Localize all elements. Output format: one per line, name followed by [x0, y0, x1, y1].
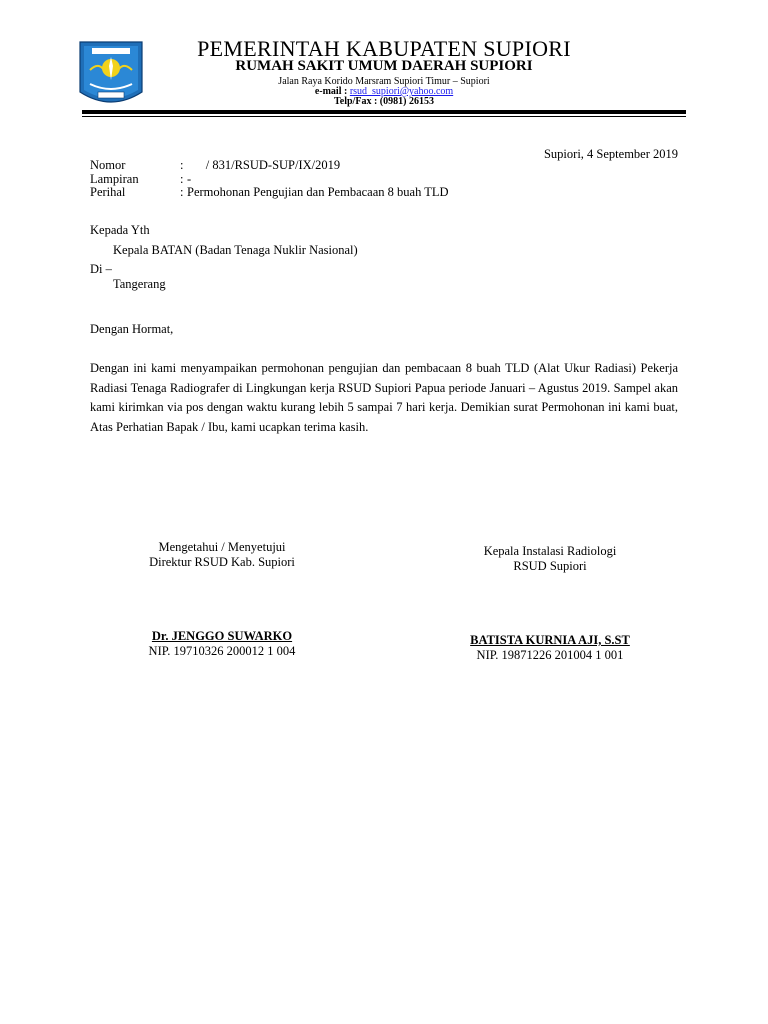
letter-body: Dengan ini kami menyampaikan permohonan pengujian dan pembacaan 8 buah TLD (Alat Ukur Radiasi) Pekerja Radiasi Tenaga Radiografer di Lingkungan kerja RSUD Supiori Papua periode Januari – Agustus 2019. Sampel akan kami kirimkan via pos dengan waktu kurang lebih 5 sampai 7 hari kerja. Demikian surat Permohonan ini kami buat, Atas Perhatian Bapak / Ibu, kami ucapkan terima kasih. [90, 361, 678, 434]
letterhead-government: PEMERINTAH KABUPATEN SUPIORI [197, 36, 571, 61]
meta-colon: : [180, 185, 184, 199]
recipient-to: Kepada Yth [90, 223, 150, 237]
signature-right-nip: NIP. 19871226 201004 1 001 [476, 648, 624, 662]
greeting: Dengan Hormat, [90, 322, 174, 336]
meta-value: / 831/RSUD-SUP/IX/2019 [187, 158, 341, 172]
signature-left-block [112, 629, 332, 659]
recipient-name: Kepala BATAN (Badan Tenaga Nuklir Nasional) [113, 243, 358, 257]
letter-date: Supiori, 4 September 2019 [543, 147, 678, 161]
signature-left-name: Dr. JENGGO SUWARKO [151, 629, 293, 643]
email-link[interactable]: rsud_supiori@yahoo.com [349, 86, 454, 97]
signature-right-line1: Kepala Instalasi Radiologi [483, 544, 617, 558]
signature-left-nip: NIP. 19710326 200012 1 004 [148, 644, 296, 658]
meta-value: Permohonan Pengujian dan Pembacaan 8 buah TLD [187, 185, 449, 199]
signature-right-name: BATISTA KURNIA AJI, S.ST [470, 633, 630, 647]
letterhead-address: Jalan Raya Korido Marsram Supiori Timur – Supiori [278, 76, 490, 87]
meta-label: Perihal [90, 185, 126, 199]
letterhead-phone: Telp/Fax : (0981) 26153 [334, 96, 434, 107]
signature-left-line1: Mengetahui / Menyetujui [158, 540, 286, 554]
recipient-place: Tangerang [113, 277, 166, 291]
letterhead-hospital: RUMAH SAKIT UMUM DAERAH SUPIORI [235, 58, 533, 74]
meta-colon: : [180, 158, 184, 172]
signature-right [440, 544, 660, 574]
meta-colon: : [180, 172, 184, 186]
meta-label: Lampiran [90, 172, 139, 186]
letterhead-rule-thick [82, 110, 686, 114]
letterhead-rule-thin [82, 116, 686, 117]
regency-logo [76, 40, 146, 110]
signature-right-line2: RSUD Supiori [513, 559, 587, 573]
email-label: e-mail : [314, 86, 350, 97]
signature-left [112, 540, 332, 570]
recipient-di: Di – [90, 262, 112, 276]
meta-value: - [187, 172, 192, 186]
signature-right-block [430, 633, 670, 663]
meta-label: Nomor [90, 158, 126, 172]
signature-left-line2: Direktur RSUD Kab. Supiori [149, 555, 295, 569]
